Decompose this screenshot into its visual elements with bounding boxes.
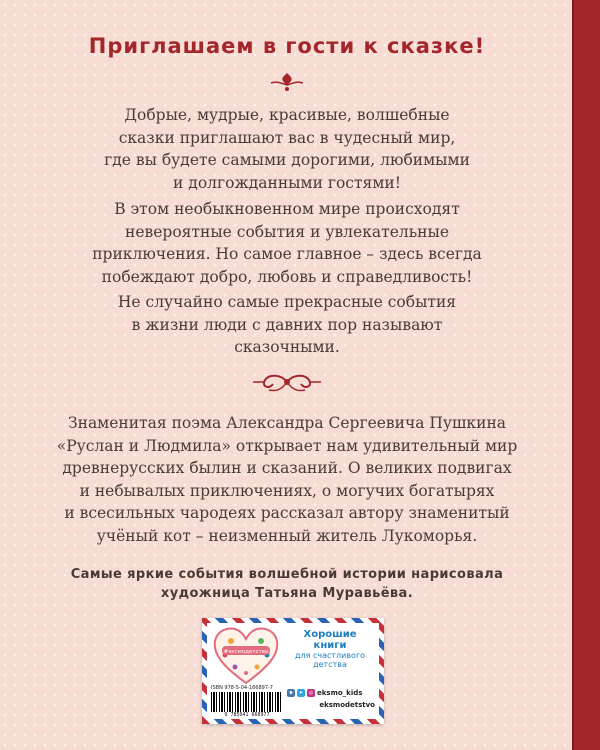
text-line: и небывалых приключениях, о могучих богатырях [79,481,495,500]
vk-icon: в [287,689,295,697]
intro-paragraph [60,104,514,194]
social-row-kids [287,687,377,699]
text-line: В этом необыкновенном мире происходят [114,200,460,218]
fleuron-ornament-icon [267,71,307,93]
slogan-line: Хорошие [303,629,357,640]
heart-label: #эксмодетство [223,649,269,655]
slogan [283,629,377,669]
text-line: «Руслан и Людмила» открывает нам удивительный мир [56,436,518,455]
barcode-icon [211,692,283,712]
fairy-paragraph [60,291,514,359]
poem-paragraph [50,412,524,547]
instagram-icon: ◎ [308,690,314,696]
text-line: побеждают добро, любовь и справедливость! [101,267,473,286]
slogan-line: для счастливого [294,651,366,660]
isbn-label: ISBN 978-5-04-166897-7 [211,685,273,691]
slogan-line: детства [313,660,347,669]
book-spine [572,0,600,750]
text-line: Добрые, мудрые, красивые, волшебные [124,106,450,124]
text-line: Знаменитая поэма Александра Сергеевича Пушкина [67,414,507,432]
text-line: древнерусских былин и сказаний. О великих подвигах [62,459,512,477]
text-line: Не случайно самые прекрасные события [117,293,457,311]
barcode-number: 9 785041 668977 [224,712,270,718]
text-line: в жизни люди с давних пор называют [131,315,443,334]
text-line: учёный кот – неизменный житель Лукоморья. [96,526,478,545]
text-line: где вы будете самыми дорогими, любимыми [104,151,470,169]
text-line: художница Татьяна Муравьёва. [160,586,414,601]
text-line: Самые яркие события волшебной истории нарисовала [70,567,504,582]
illustrator-credit [20,565,554,603]
text-line: невероятные события и увлекательные [125,222,449,241]
text-line: и всесильных чародеях рассказал автору знаменитый [64,504,510,522]
text-line: приключения. Но самое главное – здесь всегда [92,245,482,263]
info-box-inner [207,623,379,719]
telegram-icon: ➤ [298,690,304,696]
heart-logo-icon [211,625,281,687]
publisher-info-box [202,618,384,724]
page-title: Приглашаем в гости к сказке! [88,34,486,58]
swirl-ornament-icon [247,368,327,396]
social-handles [287,687,377,709]
text-line: и долгожданными гостями! [173,173,401,192]
text-line: сказки приглашают вас в чудесный мир, [118,128,456,147]
world-paragraph [60,198,514,288]
handle-kids: eksmo_kids [317,689,363,697]
handle-detstvo: eksmodetstvo [319,701,375,709]
text-line: сказочными. [234,338,340,356]
slogan-line: книги [313,640,347,651]
